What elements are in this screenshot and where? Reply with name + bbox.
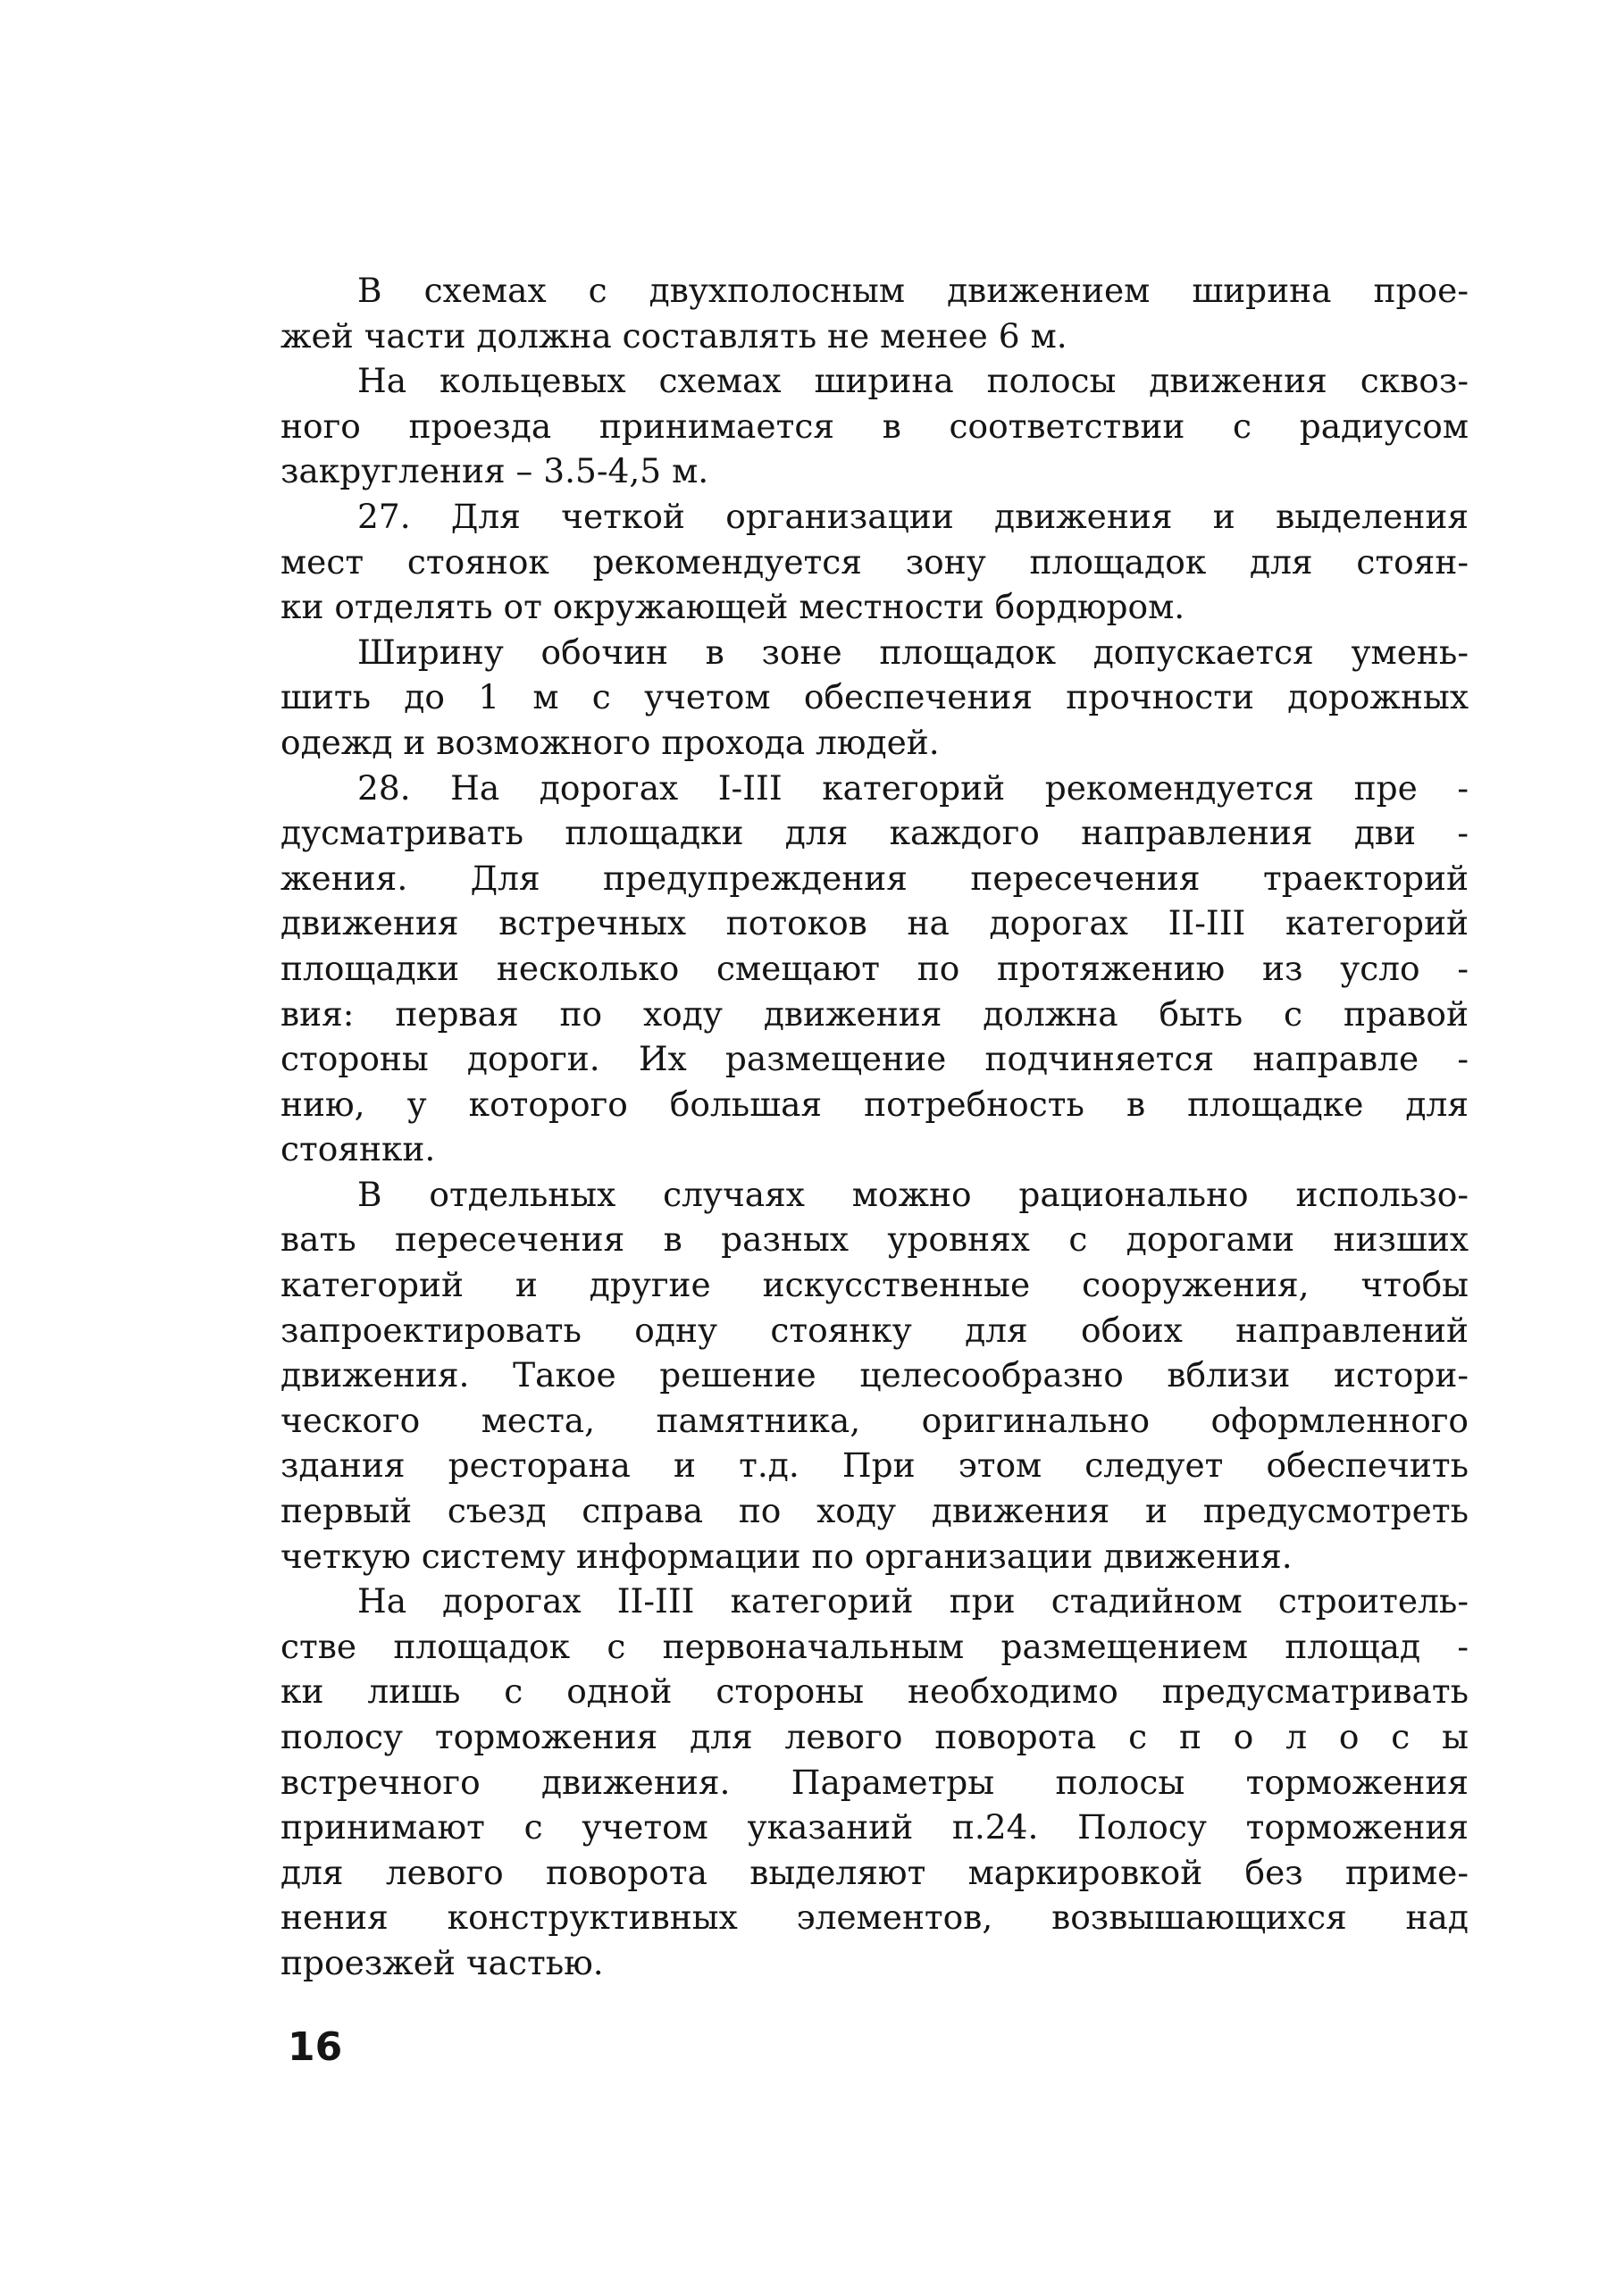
text-line: ки лишь с одной стороны необходимо предусматривать <box>280 1671 1469 1712</box>
text-line: дусматривать площадки для каждого направления дви - <box>280 813 1469 853</box>
text-line: запроектировать одну стоянку для обоих направлений <box>280 1310 1469 1350</box>
text-line: стве площадок с первоначальным размещением площад - <box>280 1626 1469 1666</box>
text-line: для левого поворота выделяют маркировкой без приме- <box>280 1852 1469 1892</box>
text-line: 28. На дорогах I-III категорий рекомендуется пре - <box>357 767 1469 808</box>
text-line: встречного движения. Параметры полосы торможения <box>280 1762 1469 1802</box>
text-line: стороны дороги. Их размещение подчиняется направле - <box>280 1039 1469 1079</box>
text-line: ки отделять от окружающей местности бордюром. <box>280 587 1185 627</box>
paragraph <box>280 766 1469 1172</box>
text-line: вия: первая по ходу движения должна быть с правой <box>280 993 1469 1034</box>
text-line: жения. Для предупреждения пересечения траекторий <box>280 858 1469 898</box>
text-line: нения конструктивных элементов, возвышающихся над <box>280 1897 1469 1938</box>
text-line: шить до 1 м с учетом обеспечения прочности дорожных <box>280 677 1469 717</box>
text-line: стоянки. <box>280 1129 436 1169</box>
body-text <box>280 268 1469 1986</box>
paragraph <box>280 1172 1469 1579</box>
paragraph <box>280 268 1469 358</box>
text-line: 27. Для четкой организации движения и выделения <box>357 496 1469 536</box>
text-line: На кольцевых схемах ширина полосы движения сквоз- <box>357 361 1469 401</box>
text-line: одежд и возможного прохода людей. <box>280 722 940 762</box>
paragraph <box>280 494 1469 630</box>
text-line: движения встречных потоков на дорогах II-III категорий <box>280 903 1469 943</box>
text-line: жей части должна составлять не менее 6 м. <box>280 315 1067 356</box>
text-line: На дорогах II-III категорий при стадийном строитель- <box>357 1581 1469 1621</box>
paragraph <box>280 358 1469 494</box>
paragraph <box>280 630 1469 766</box>
text-line: Ширину обочин в зоне площадок допускается умень- <box>357 632 1469 672</box>
text-line: категорий и другие искусственные сооружения, чтобы <box>280 1265 1469 1305</box>
text-line: В отдельных случаях можно рационально использо- <box>357 1174 1469 1214</box>
page-number: 16 <box>288 2024 343 2070</box>
text-line: здания ресторана и т.д. При этом следует обеспечить <box>280 1445 1469 1486</box>
text-line: движения. Такое решение целесообразно вблизи истори- <box>280 1355 1469 1395</box>
text-line: полосу торможения для левого поворота с п о л о с ы <box>280 1717 1469 1756</box>
text-line: ческого места, памятника, оригинально оформленного <box>280 1400 1469 1440</box>
text-line: площадки несколько смещают по протяжению из усло - <box>280 948 1469 988</box>
paragraph <box>280 1579 1469 1985</box>
text-line: первый съезд справа по ходу движения и предусмотреть <box>280 1491 1469 1531</box>
text-line: В схемах с двухполосным движением ширина прое- <box>357 271 1469 310</box>
text-line: мест стоянок рекомендуется зону площадок для стоян- <box>280 541 1469 582</box>
text-line: четкую систему информации по организации движения. <box>280 1536 1293 1576</box>
text-line: вать пересечения в разных уровнях с дорогами низших <box>280 1219 1469 1260</box>
text-line: принимают с учетом указаний п.24. Полосу торможения <box>280 1807 1469 1847</box>
text-line: закругления – 3.5-4,5 м. <box>280 451 709 491</box>
text-line: нию, у которого большая потребность в площадке для <box>280 1084 1469 1124</box>
text-line: проезжей частью. <box>280 1942 604 1982</box>
text-line: ного проезда принимается в соответствии с радиусом <box>280 406 1469 446</box>
